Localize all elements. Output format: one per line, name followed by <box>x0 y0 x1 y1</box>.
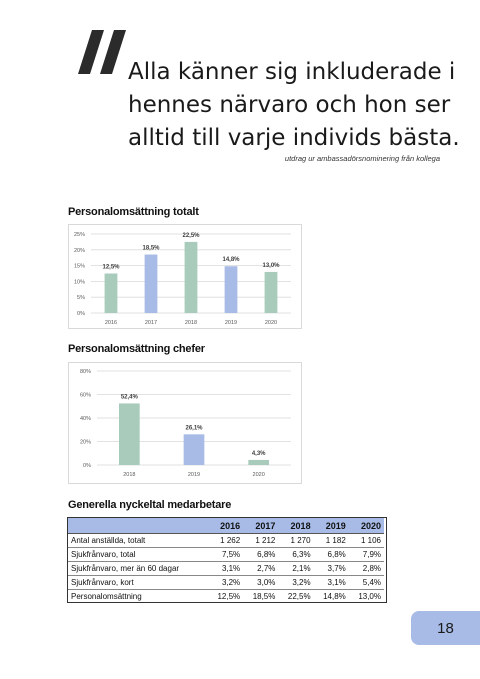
table-row <box>68 534 384 548</box>
table-cell: 3,1% <box>314 576 349 590</box>
table-row-label: Personalomsättning <box>71 592 142 601</box>
table-header-row <box>68 518 384 534</box>
turnover-managers-chart-svg <box>69 363 301 483</box>
table-cell: 1 262 <box>208 534 243 548</box>
bar-value-label: 14,8% <box>222 257 240 264</box>
bar-value-label: 22,5% <box>182 232 200 239</box>
turnover-total-chart <box>68 224 302 329</box>
quotation-mark-icon <box>78 30 128 74</box>
table-cell: 1 106 <box>349 534 384 548</box>
y-tick-label: 25% <box>73 232 85 238</box>
x-tick-label: 2018 <box>184 320 198 326</box>
y-tick-label: 15% <box>73 263 85 270</box>
table-row-label: Antal anställda, totalt <box>68 534 208 548</box>
x-tick-label: 2019 <box>187 472 201 478</box>
table-cell: 2,8% <box>349 562 384 576</box>
y-tick-label: 20% <box>73 247 85 254</box>
x-tick-label: 2016 <box>104 320 118 326</box>
turnover-total-chart-svg <box>69 225 301 328</box>
table-cell: 3,7% <box>314 562 349 576</box>
table-row <box>68 576 384 590</box>
x-tick-label: 2017 <box>144 320 158 326</box>
bar <box>185 242 198 313</box>
bar <box>119 403 140 465</box>
table-row <box>68 548 384 562</box>
table-cell: 2,7% <box>243 562 278 576</box>
table-cell: 6,8% <box>243 548 278 562</box>
y-tick-label: 10% <box>73 279 85 286</box>
table-cell: 3,2% <box>278 576 313 590</box>
y-tick-label: 60% <box>79 392 91 399</box>
table-header-year: 2018 <box>278 518 313 534</box>
x-tick-label: 2020 <box>264 320 278 326</box>
table-header-year: 2020 <box>349 518 384 534</box>
key-figures-heading: Generella nyckeltal medarbetare <box>68 499 232 511</box>
bar-value-label: 26,1% <box>185 425 203 432</box>
bar <box>225 266 238 313</box>
table-header-year: 2016 <box>208 518 243 534</box>
page-number: 18 <box>411 611 480 645</box>
bar <box>145 255 158 313</box>
table-row <box>68 590 384 604</box>
turnover-total-heading: Personalomsättning totalt <box>68 206 199 218</box>
key-figures-table <box>68 518 384 603</box>
x-tick-label: 2020 <box>252 472 265 478</box>
table-row-label: Sjukfrånvaro, total <box>68 548 208 562</box>
bar-value-label: 12,5% <box>102 264 120 271</box>
y-tick-label: 40% <box>79 416 91 422</box>
table-cell: 3,0% <box>243 576 278 590</box>
table-cell: 14,8% <box>323 592 346 601</box>
bar-value-label: 18,5% <box>142 245 160 252</box>
bar <box>265 272 278 313</box>
table-header-year: 2019 <box>314 518 349 534</box>
table-row-label: Sjukfrånvaro, mer än 60 dagar <box>68 562 208 576</box>
y-tick-label: 80% <box>79 369 91 375</box>
y-tick-label: 0% <box>83 463 91 469</box>
bar <box>248 460 269 465</box>
table-cell: 1 182 <box>314 534 349 548</box>
table-cell: 5,4% <box>349 576 384 590</box>
bar-value-label: 4,3% <box>251 450 266 457</box>
table-cell: 13,0% <box>358 592 381 601</box>
x-tick-label: 2019 <box>224 320 238 326</box>
table-cell: 12,5% <box>217 592 241 601</box>
table-cell: 6,3% <box>278 548 313 562</box>
y-tick-label: 5% <box>77 295 85 302</box>
quote-source: utdrag ur ambassadörsnominering från kollega <box>284 154 440 163</box>
table-header-blank <box>68 518 208 534</box>
y-tick-label: 0% <box>77 311 85 317</box>
bar-value-label: 13,0% <box>262 262 280 269</box>
table-row-label: Sjukfrånvaro, kort <box>68 576 208 590</box>
table-header-year: 2017 <box>243 518 278 534</box>
x-tick-label: 2018 <box>123 472 136 478</box>
bar <box>184 434 205 465</box>
table-cell: 2,1% <box>278 562 313 576</box>
bar <box>105 274 118 314</box>
table-cell: 18,5% <box>252 592 276 601</box>
table-cell: 3,2% <box>208 576 243 590</box>
table-cell: 7,9% <box>349 548 384 562</box>
table-cell: 1 212 <box>243 534 278 548</box>
turnover-managers-heading: Personalomsättning chefer <box>68 343 205 355</box>
bar-value-label: 52,4% <box>120 394 138 401</box>
table-cell: 7,5% <box>208 548 243 562</box>
table-cell: 22,5% <box>287 592 311 601</box>
quote-text: Alla känner sig inkluderade i hennes närvaro och hon ser alltid till varje individs bästa. <box>128 59 460 151</box>
table-cell: 1 270 <box>278 534 313 548</box>
y-tick-label: 20% <box>79 439 91 446</box>
turnover-managers-chart <box>68 362 302 484</box>
table-cell: 3,1% <box>208 562 243 576</box>
table-cell: 6,8% <box>314 548 349 562</box>
table-row <box>68 562 384 576</box>
